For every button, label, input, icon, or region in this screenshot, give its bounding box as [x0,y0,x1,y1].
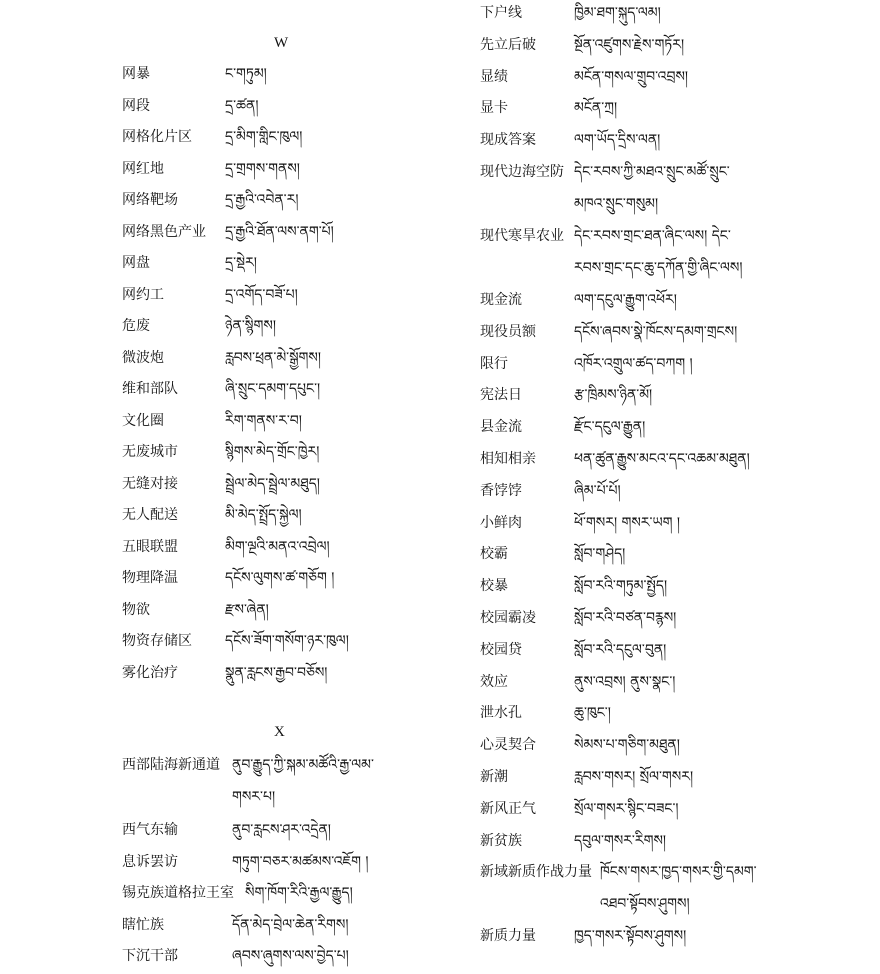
chinese-term: 新质力量 [480,928,536,945]
chinese-term: 网红地 [122,160,164,177]
chinese-term: 现成答案 [480,132,536,149]
tibetan-term: དབུལ་གསར་རིགས། [574,832,667,849]
tibetan-term: རིག་གནས་ར་བ། [225,412,302,429]
chinese-term: 锡克族道格拉王室 [122,885,234,901]
tibetan-term: སྔོན་འཛུགས་རྗེས་གཏོར། [574,36,685,53]
tibetan-term: ལག་ཡོད་དྲིས་ལན། [574,132,661,149]
chinese-term: 网络靶场 [122,192,178,208]
chinese-term: 网段 [122,97,150,114]
tibetan-term: དྲ་འགོད་བཟོ་པ། [225,286,298,303]
tibetan-term: སློབ་རའི་བཙན་བརྙས། [574,610,677,626]
tibetan-term: དྲ་གྲགས་གནས། [225,160,300,177]
chinese-term: 显绩 [480,68,508,85]
tibetan-term: མི་མེད་སྤྲོད་སྐྱེལ། [225,507,302,523]
chinese-term: 限行 [480,355,508,372]
tibetan-term: དངོས་ཟོག་གསོག་ཉར་ཁུལ། [225,633,349,649]
section-letter-heading: X [274,724,285,740]
chinese-term: 网络黑色产业 [122,223,206,240]
tibetan-term: ཞབས་ཞུགས་ལས་བྱེད་པ། [232,948,349,964]
tibetan-term: ཁོངས་གསར་ཁྱད་གསར་གྱི་དམག་ [600,864,757,881]
tibetan-term: རྫོང་དངུལ་རྒྱུན། [574,419,646,436]
chinese-term: 现代边海空防 [480,164,564,180]
chinese-term: 显卡 [480,100,508,117]
tibetan-term: ཞི་སྲུང་དམག་དཔུང་། [225,381,321,397]
chinese-term: 校园霸凌 [480,610,536,626]
chinese-term: 新潮 [480,769,508,785]
tibetan-term: དེང་རབས་གྲང་ཐན་ཞིང་ལས། དེང་ [574,228,731,244]
tibetan-term: མངོན་ཀྲ། [574,100,618,117]
tibetan-term: ཁྱིམ་ཐག་སྐུད་ལམ། [574,5,661,21]
chinese-term: 文化圈 [122,412,164,429]
tibetan-term: ལག་དངུལ་རྒྱུག་འཕོར། [574,292,677,308]
chinese-term: 心灵契合 [480,737,536,754]
chinese-term: 效应 [480,673,508,690]
tibetan-term-continued: གསར་པ། [232,789,276,805]
tibetan-term: རྫས་ཞེན། [225,601,269,618]
chinese-term: 息诉罢访 [122,853,178,870]
chinese-term: 现代寒旱农业 [480,228,564,244]
tibetan-term: རྩ་ཁྲིམས་ཉིན་མོ། [574,387,653,404]
tibetan-term: དངོས་ཞབས་སྣེ་ཁོངས་དམག་གྲངས། [574,323,738,340]
chinese-term: 西气东输 [122,822,178,838]
chinese-term: 维和部队 [122,381,178,397]
chinese-term: 下户线 [480,5,522,21]
chinese-term: 香饽饽 [480,482,522,499]
section-letter-heading: W [274,35,289,51]
chinese-term: 相知相亲 [480,451,536,467]
chinese-term: 网格化片区 [122,129,192,145]
chinese-term: 校暴 [480,578,508,595]
tibetan-term: དོན་མེད་བྲེལ་ཆེན་རིགས། [232,916,349,933]
chinese-term: 校园贷 [480,641,522,658]
chinese-term: 新风正气 [480,800,536,817]
tibetan-term-continued: རབས་གྲང་དང་ཆུ་དཀོན་གྱི་ཞིང་ལས། [574,260,743,276]
tibetan-term: མངོན་གསལ་གྲུབ་འབྲས། [574,68,689,85]
chinese-term: 校霸 [480,546,508,563]
chinese-term: 五眼联盟 [122,538,178,555]
chinese-term: 现金流 [480,292,522,308]
chinese-term: 县金流 [480,419,522,436]
chinese-term: 网盘 [122,255,150,271]
tibetan-term: སློབ་རའི་དངུལ་བུན། [574,641,667,658]
tibetan-term: སློབ་རའི་གཏུམ་སྤྱོད། [574,578,668,595]
chinese-term: 小鲜肉 [480,514,522,531]
chinese-term: 新域新质作战力量 [480,864,592,881]
tibetan-term: དངོས་ལུགས་ཚ་གཅོག ། [225,570,335,586]
tibetan-term-continued: མཁའ་སྲུང་གསུམ། [574,196,659,212]
chinese-term: 危废 [122,318,150,334]
tibetan-term: ཕན་ཚུན་རྒྱུས་མངའ་དང་འཆམ་མཐུན། [574,451,750,467]
chinese-term: 现役员额 [480,323,536,340]
chinese-term: 下沉干部 [122,948,178,964]
chinese-term: 宪法日 [480,387,522,404]
chinese-term: 新贫族 [480,832,522,849]
tibetan-term: དྲ་རྒྱའི་ཐོན་ལས་ནག་པོ། [225,223,334,240]
chinese-term: 物资存储区 [122,633,192,649]
tibetan-term: ཕོ་གསར། གསར་ཡག ། [574,514,681,531]
tibetan-term: ང་གཏུམ། [225,66,267,82]
tibetan-term: སིག་ཁོག་རིའི་རྒྱལ་རྒྱུད། [245,885,353,901]
tibetan-term: གཏུག་བཅར་མཚམས་འཇོག ། [232,853,369,870]
tibetan-term: རླབས་གསར། སྲོལ་གསར། [574,769,694,785]
chinese-term: 无人配送 [122,507,178,523]
tibetan-term: ཉེན་སྙིགས། [225,318,276,334]
chinese-term: 先立后破 [480,36,536,53]
tibetan-term: ནུས་འབྲས། ནུས་སྣང་། [574,673,676,690]
tibetan-term: སེམས་པ་གཅིག་མཐུན། [574,737,680,754]
tibetan-term: སྲོལ་གསར་སྙིང་བཟང་། [574,800,679,817]
tibetan-term: སློབ་གཤེད། [574,546,626,563]
chinese-term: 微波炮 [122,349,164,366]
tibetan-term: སྦྲེལ་མེད་སྦྲེལ་མཐུད། [225,475,320,492]
tibetan-term: དྲ་རྒྱའི་འབེན་ར། [225,192,299,208]
tibetan-term: དེང་རབས་ཀྱི་མཐའ་སྲུང་མཚོ་སྲུང་ [574,164,730,180]
chinese-term: 网暴 [122,66,150,82]
tibetan-term: ཁྱད་གསར་སྟོབས་ཤུགས། [574,928,687,945]
chinese-term: 无废城市 [122,444,178,460]
tibetan-term: འཁོར་འགྲུལ་ཚད་བཀག ། [574,355,693,372]
chinese-term: 雾化治疗 [122,664,178,681]
chinese-term: 西部陆海新通道 [122,757,220,773]
tibetan-term: མིག་ལྔའི་མནའ་འབྲེལ། [225,538,330,555]
tibetan-term: དྲ་མིག་གླིང་ཁུལ། [225,129,303,145]
tibetan-term: སྙིགས་མེད་གྲོང་ཁྱེར། [225,444,320,460]
tibetan-term: དྲ་སྡེར། [225,255,257,271]
tibetan-term: སྣུན་རླངས་རྒྱབ་བཅོས། [225,664,328,681]
chinese-term: 瞎忙族 [122,916,164,933]
tibetan-term: ཞིམ་པོ་པོ། [574,482,621,499]
tibetan-term: ནུབ་རྒྱུད་ཀྱི་སྐམ་མཚོའི་རྒྱ་ལམ་ [232,757,374,773]
chinese-term: 无缝对接 [122,475,178,492]
chinese-term: 物理降温 [122,570,178,586]
tibetan-term: ཆུ་ཁུང་། [574,705,611,722]
tibetan-term: རླབས་ཕྲན་མེ་སྒྱོགས། [225,349,321,366]
chinese-term: 泄水孔 [480,705,522,722]
chinese-term: 网约工 [122,286,164,303]
tibetan-term-continued: འཐབ་སྟོབས་ཤུགས། [600,896,690,913]
chinese-term: 物欲 [122,601,150,618]
tibetan-term: ནུབ་རླངས་ཤར་འདྲེན། [232,822,331,838]
tibetan-term: དྲ་ཚན། [225,97,259,114]
